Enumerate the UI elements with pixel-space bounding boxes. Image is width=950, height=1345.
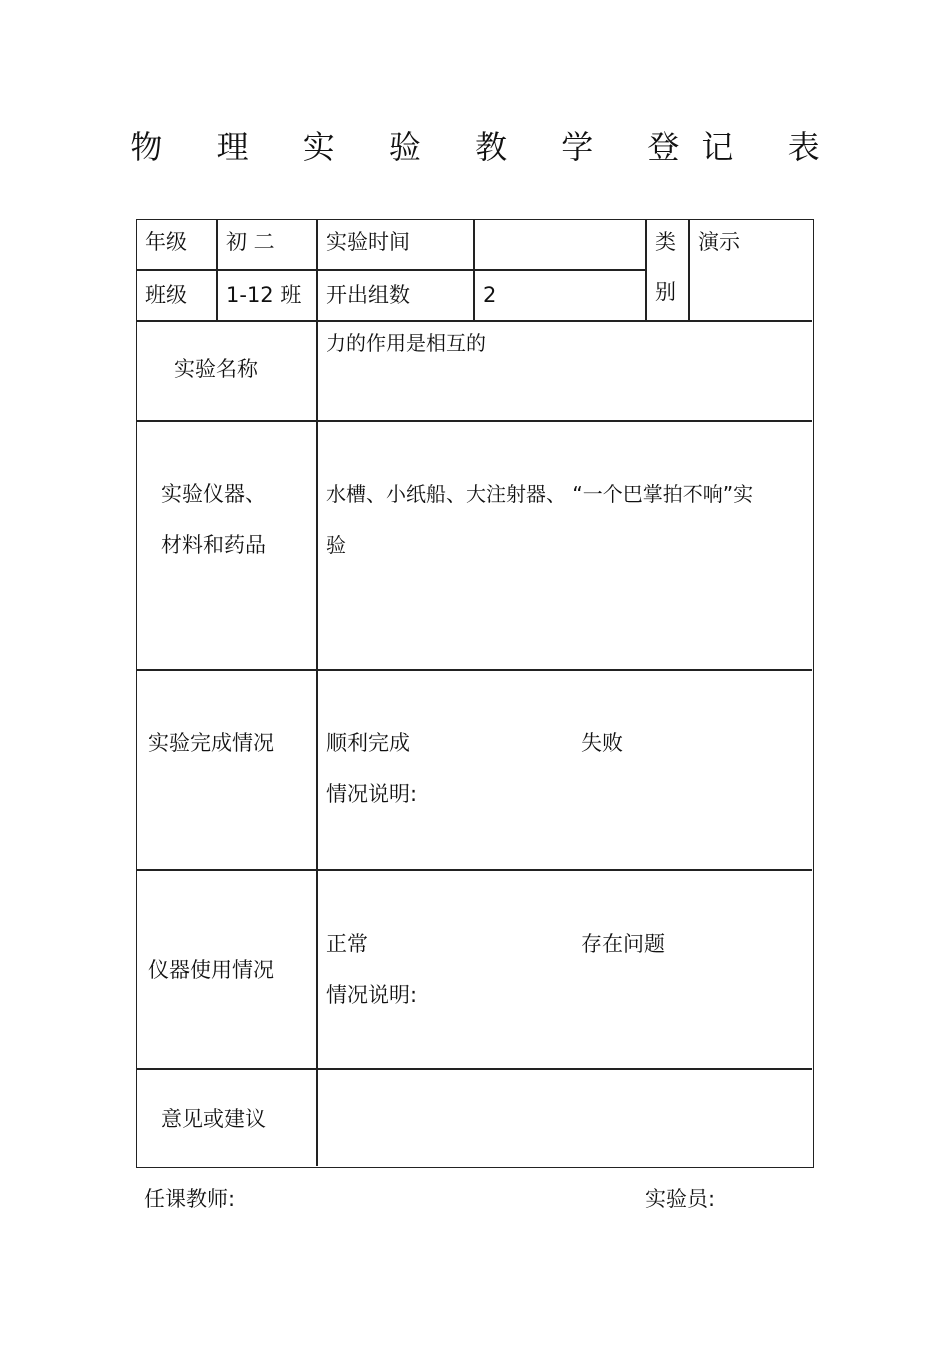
row-divider: [137, 669, 812, 671]
col-divider: [473, 220, 475, 321]
grade-value[interactable]: 初 二: [226, 230, 275, 254]
assistant-signature-label: 实验员:: [645, 1187, 716, 1211]
registration-form: [136, 219, 814, 1168]
category-label: 类: [655, 230, 676, 254]
col-divider: [216, 220, 218, 321]
materials-value[interactable]: 验: [326, 533, 346, 557]
row-divider: [137, 269, 645, 271]
col-divider: [316, 220, 318, 1166]
page-title: 物 理 实 验 教 学 登记 表: [130, 128, 842, 166]
class-label: 班级: [145, 283, 187, 307]
completion-note-label: 情况说明:: [326, 782, 418, 806]
equipment-normal-option[interactable]: 正常: [326, 932, 368, 956]
completion-label: 实验完成情况: [148, 731, 274, 755]
teacher-signature-label: 任课教师:: [144, 1187, 236, 1211]
category-value[interactable]: 演示: [698, 230, 740, 254]
materials-label: 材料和药品: [161, 533, 266, 557]
grade-label: 年级: [145, 230, 187, 254]
category-label: 别: [655, 280, 676, 304]
col-divider: [645, 220, 647, 321]
completion-success-option[interactable]: 顺利完成: [326, 731, 410, 755]
groups-value[interactable]: 2: [483, 283, 497, 307]
row-divider: [137, 320, 812, 322]
row-divider: [137, 1068, 812, 1070]
experiment-name-value[interactable]: 力的作用是相互的: [326, 331, 486, 355]
col-divider: [688, 220, 690, 321]
materials-label: 实验仪器、: [161, 482, 266, 506]
materials-value[interactable]: 水槽、小纸船、大注射器、 “一个巴掌拍不响”实: [326, 482, 754, 506]
completion-fail-option[interactable]: 失败: [581, 731, 623, 755]
equipment-label: 仪器使用情况: [148, 958, 274, 982]
row-divider: [137, 869, 812, 871]
class-value[interactable]: 1-12 班: [226, 283, 302, 307]
time-label: 实验时间: [326, 230, 410, 254]
row-divider: [137, 420, 812, 422]
equipment-note-label: 情况说明:: [326, 983, 418, 1007]
equipment-issue-option[interactable]: 存在问题: [581, 932, 665, 956]
groups-label: 开出组数: [326, 283, 410, 307]
experiment-name-label: 实验名称: [174, 357, 258, 381]
suggestions-label: 意见或建议: [161, 1107, 266, 1131]
